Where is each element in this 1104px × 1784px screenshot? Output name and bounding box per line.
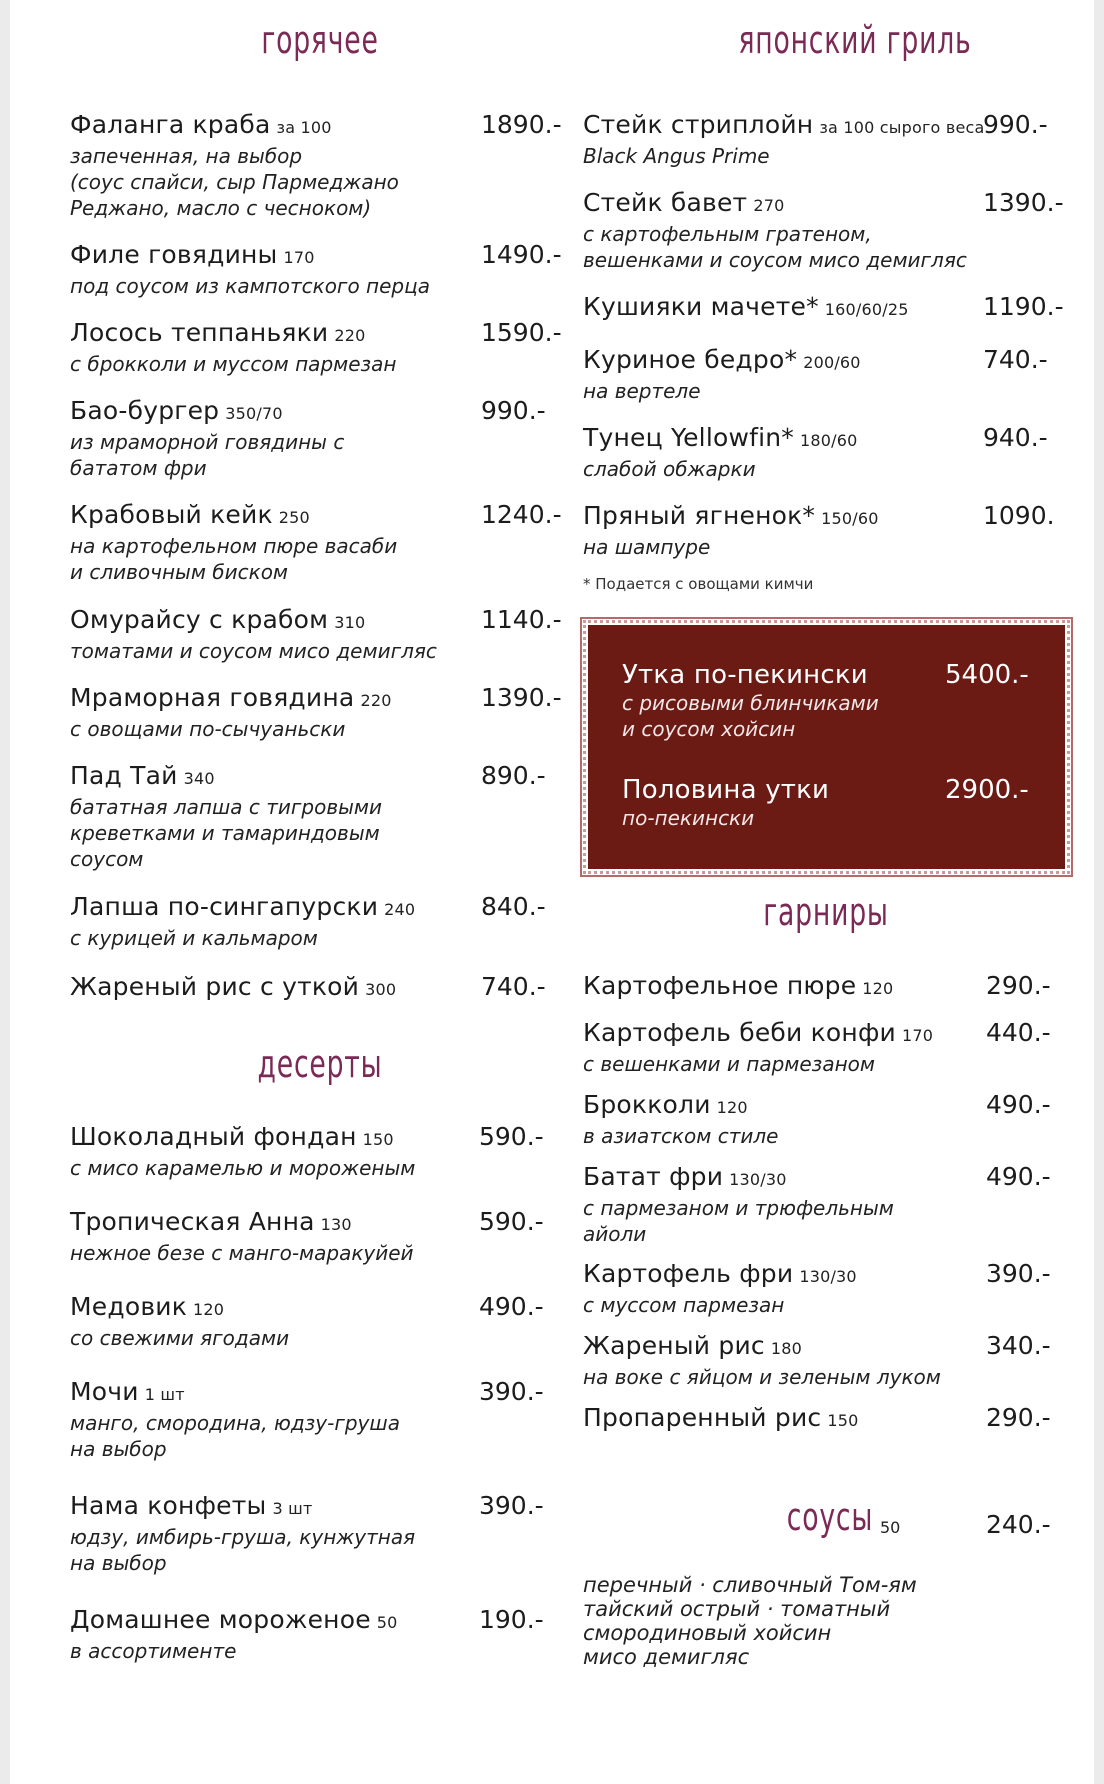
item-title: Картофельное пюре: [583, 971, 857, 1000]
menu-item: [583, 971, 893, 1004]
duck-item: [622, 775, 829, 831]
item-description: на выбор: [70, 1437, 167, 1461]
item-title: Лосось теппаньяки: [70, 318, 329, 347]
item-weight: 180/60: [800, 431, 858, 450]
item-price: 1390.-: [481, 683, 562, 712]
menu-item: [70, 1605, 398, 1664]
item-name: [70, 1605, 398, 1638]
item-description: на вертеле: [583, 379, 701, 403]
sauce-line: смородиновый хойсин: [583, 1621, 832, 1645]
sauces-weight: 50: [880, 1518, 901, 1537]
item-price: 840.-: [481, 892, 546, 921]
menu-item: [70, 240, 430, 299]
item-title: Тунец Yellowfin*: [583, 423, 795, 452]
item-weight: 180: [770, 1339, 802, 1358]
item-price: 590.-: [479, 1122, 544, 1151]
item-weight: 220: [360, 691, 392, 710]
item-title: Тропическая Анна: [70, 1207, 315, 1236]
item-title: Домашнее мороженое: [70, 1605, 371, 1634]
item-weight: 120: [716, 1098, 748, 1117]
item-price: 440.-: [986, 1018, 1051, 1047]
item-title: Жареный рис с уткой: [70, 972, 360, 1001]
peking-duck-box: [580, 617, 1073, 877]
item-description: с картофельным гратеном,: [583, 222, 872, 246]
duck-item-price: 2900.-: [945, 775, 1029, 805]
item-title: Жареный рис: [583, 1331, 765, 1360]
menu-item: [583, 188, 967, 273]
item-title: Стейк стриплойн: [583, 110, 814, 139]
menu-item: [70, 1122, 415, 1181]
menu-item: [70, 318, 397, 377]
item-title: Батат фри: [583, 1162, 724, 1191]
item-name: [583, 188, 967, 221]
item-name: [70, 1491, 415, 1524]
item-price: 1090.: [983, 501, 1055, 530]
item-description: манго, смородина, юдзу-груша: [70, 1411, 400, 1435]
item-description: на воке с яйцом и зеленым луком: [583, 1365, 941, 1389]
item-name: [70, 110, 399, 143]
item-weight: 350/70: [225, 404, 283, 423]
sauces-price: 240.-: [986, 1510, 1051, 1539]
peking-duck-panel: [588, 625, 1065, 869]
item-name: [583, 292, 909, 325]
menu-item: [583, 1090, 778, 1149]
menu-item: [583, 423, 858, 482]
item-price: 490.-: [479, 1292, 544, 1321]
item-price: 1490.-: [481, 240, 562, 269]
item-price: 340.-: [986, 1331, 1051, 1360]
item-weight: 240: [384, 900, 416, 919]
item-description: из мраморной говядины с: [70, 430, 345, 454]
menu-item: [70, 761, 382, 872]
item-weight: 150: [362, 1130, 394, 1149]
item-description: бататом фри: [70, 456, 207, 480]
page-left-edge: [0, 0, 10, 1784]
item-description: на выбор: [70, 1551, 167, 1575]
item-price: 1140.-: [481, 605, 562, 634]
item-description: с мисо карамелью и мороженым: [70, 1156, 416, 1180]
item-description: запеченная, на выбор: [70, 144, 303, 168]
section-title-grill: японский гриль: [738, 18, 972, 62]
item-weight: за 100 сырого веса: [819, 118, 985, 137]
item-description: юдзу, имбирь-груша, кунжутная: [70, 1525, 416, 1549]
grill-footnote: * Подается с овощами кимчи: [583, 575, 814, 593]
item-price: 390.-: [986, 1259, 1051, 1288]
item-description: в азиатском стиле: [583, 1124, 779, 1148]
page-right-edge: [1094, 0, 1104, 1784]
item-weight: 150: [827, 1411, 859, 1430]
item-weight: 130/30: [799, 1267, 857, 1286]
item-name: [583, 1259, 857, 1292]
item-weight: 120: [193, 1300, 225, 1319]
menu-item: [583, 110, 985, 169]
item-weight: 170: [901, 1026, 934, 1045]
item-title: Кушияки мачете*: [583, 292, 819, 321]
item-title: Брокколи: [583, 1090, 711, 1119]
menu-item: [70, 110, 399, 221]
item-title: Крабовый кейк: [70, 500, 273, 529]
item-description: айоли: [583, 1222, 647, 1246]
item-description: с брокколи и муссом пармезан: [70, 352, 397, 376]
item-description: Реджано, масло с чесноком): [70, 196, 372, 220]
item-title: Пропаренный рис: [583, 1403, 822, 1432]
item-weight: 310: [334, 613, 366, 632]
item-description: с вешенками и пармезаном: [583, 1052, 875, 1076]
item-name: [583, 345, 861, 378]
item-weight: 160/60/25: [824, 300, 909, 319]
item-description: (соус спайси, сыр Пармеджано: [70, 170, 399, 194]
menu-item: [70, 1377, 400, 1462]
item-title: Мочи: [70, 1377, 139, 1406]
menu-item: [70, 1207, 414, 1266]
item-description: вешенками и соусом мисо демигляс: [583, 248, 967, 272]
item-title: Стейк бавет: [583, 188, 748, 217]
item-name: [583, 110, 985, 143]
item-title: Омурайсу с крабом: [70, 605, 329, 634]
duck-item-name: Утка по-пекински: [622, 660, 868, 690]
menu-item: [583, 1259, 857, 1318]
item-description: нежное безе с манго-маракуйей: [70, 1241, 414, 1265]
item-price: 1890.-: [481, 110, 562, 139]
menu-item: [583, 292, 909, 325]
menu-item: [70, 500, 397, 585]
item-title: Филе говядины: [70, 240, 278, 269]
item-name: [583, 423, 858, 456]
item-weight: 270: [753, 196, 785, 215]
menu-item: [583, 1331, 941, 1390]
item-weight: 130/30: [729, 1170, 787, 1189]
item-description: с пармезаном и трюфельным: [583, 1196, 894, 1220]
item-name: [583, 1162, 894, 1195]
sauce-line: тайский острый · томатный: [583, 1597, 891, 1621]
item-price: 1390.-: [983, 188, 1064, 217]
item-weight: 200/60: [803, 353, 861, 372]
item-description: на картофельном пюре васаби: [70, 534, 398, 558]
item-name: [70, 1292, 289, 1325]
item-name: [583, 501, 879, 534]
item-weight: 300: [365, 980, 397, 999]
menu-item: [70, 396, 344, 481]
item-name: [70, 396, 344, 429]
item-description: под соусом из кампотского перца: [70, 274, 430, 298]
item-price: 990.-: [983, 110, 1048, 139]
menu-item: [583, 1018, 933, 1077]
duck-item: [622, 660, 879, 742]
item-name: [70, 500, 397, 533]
item-weight: 250: [278, 508, 310, 527]
item-name: [583, 1018, 933, 1051]
menu-item: [583, 501, 879, 560]
item-name: [583, 1403, 859, 1436]
item-price: 390.-: [479, 1377, 544, 1406]
item-price: 590.-: [479, 1207, 544, 1236]
section-title-sides: гарниры: [763, 890, 889, 934]
menu-item: [70, 972, 396, 1005]
item-price: 490.-: [986, 1090, 1051, 1119]
section-title-desserts: десерты: [257, 1042, 383, 1086]
item-title: Медовик: [70, 1292, 188, 1321]
item-price: 1240.-: [481, 500, 562, 529]
item-name: [70, 1377, 400, 1410]
item-title: Картофель беби конфи: [583, 1018, 896, 1047]
item-price: 1590.-: [481, 318, 562, 347]
item-description: со свежими ягодами: [70, 1326, 290, 1350]
item-name: [70, 972, 396, 1005]
item-weight: 120: [862, 979, 894, 998]
sauce-line: мисо демигляс: [583, 1645, 750, 1669]
menu-item: [583, 1403, 859, 1436]
duck-item-description: с рисовыми блинчиками: [622, 691, 879, 715]
item-price: 740.-: [481, 972, 546, 1001]
item-name: [70, 1207, 414, 1240]
item-title: Пряный ягненок*: [583, 501, 816, 530]
duck-item-description: по-пекински: [622, 806, 755, 830]
item-description: на шампуре: [583, 535, 711, 559]
item-weight: 340: [183, 769, 215, 788]
item-weight: 1 шт: [144, 1385, 185, 1404]
item-price: 490.-: [986, 1162, 1051, 1191]
item-name: [70, 240, 430, 273]
item-title: Бао-бургер: [70, 396, 220, 425]
item-title: Картофель фри: [583, 1259, 794, 1288]
menu-item: [583, 345, 861, 404]
item-name: [70, 683, 392, 716]
item-description: слабой обжарки: [583, 457, 756, 481]
item-description: с муссом пармезан: [583, 1293, 785, 1317]
item-description: томатами и соусом мисо демигляс: [70, 639, 437, 663]
item-description: и сливочным биском: [70, 560, 289, 584]
item-name: [583, 1331, 941, 1364]
item-description: с овощами по-сычуаньски: [70, 717, 346, 741]
item-weight: 3 шт: [272, 1499, 313, 1518]
item-weight: 150/60: [821, 509, 879, 528]
item-weight: за 100: [276, 118, 332, 137]
duck-item-price: 5400.-: [945, 660, 1029, 690]
section-title-hot: горячее: [261, 18, 379, 62]
item-title: Пад Тай: [70, 761, 178, 790]
sauce-line: перечный · сливочный Том-ям: [583, 1573, 917, 1597]
item-weight: 130: [320, 1215, 352, 1234]
item-description: креветками и тамариндовым: [70, 821, 380, 845]
item-name: [70, 761, 382, 794]
section-title-sauces: соусы: [786, 1495, 874, 1539]
item-name: [70, 892, 415, 925]
item-weight: 220: [334, 326, 366, 345]
item-price: 390.-: [479, 1491, 544, 1520]
duck-item-description: и соусом хойсин: [622, 717, 796, 741]
item-name: [583, 1090, 778, 1123]
item-title: Мраморная говядина: [70, 683, 355, 712]
item-title: Фаланга краба: [70, 110, 271, 139]
item-price: 1190.-: [983, 292, 1064, 321]
item-name: [70, 1122, 415, 1155]
item-title: Лапша по-сингапурски: [70, 892, 379, 921]
item-title: Куриное бедро*: [583, 345, 798, 374]
item-description: батaтная лапша с тигровыми: [70, 795, 383, 819]
menu-item: [583, 1162, 894, 1247]
menu-item: [70, 1292, 289, 1351]
item-price: 290.-: [986, 1403, 1051, 1432]
item-name: [583, 971, 893, 1004]
item-weight: 50: [376, 1613, 398, 1632]
duck-item-name: Половина утки: [622, 775, 830, 805]
item-price: 940.-: [983, 423, 1048, 452]
item-title: Шоколадный фондан: [70, 1122, 357, 1151]
item-price: 740.-: [983, 345, 1048, 374]
item-name: [70, 605, 437, 638]
menu-item: [70, 892, 415, 951]
item-price: 190.-: [479, 1605, 544, 1634]
item-description: с курицей и кальмаром: [70, 926, 318, 950]
menu-item: [70, 605, 437, 664]
item-weight: 170: [283, 248, 315, 267]
item-title: Нама конфеты: [70, 1491, 267, 1520]
item-price: 290.-: [986, 971, 1051, 1000]
item-price: 890.-: [481, 761, 546, 790]
item-description: соусом: [70, 847, 144, 871]
item-description: Black Angus Prime: [583, 144, 770, 168]
sauces-list: [583, 1573, 917, 1669]
menu-item: [70, 683, 392, 742]
item-name: [70, 318, 397, 351]
item-description: в ассортименте: [70, 1639, 237, 1663]
menu-item: [70, 1491, 415, 1576]
item-price: 990.-: [481, 396, 546, 425]
